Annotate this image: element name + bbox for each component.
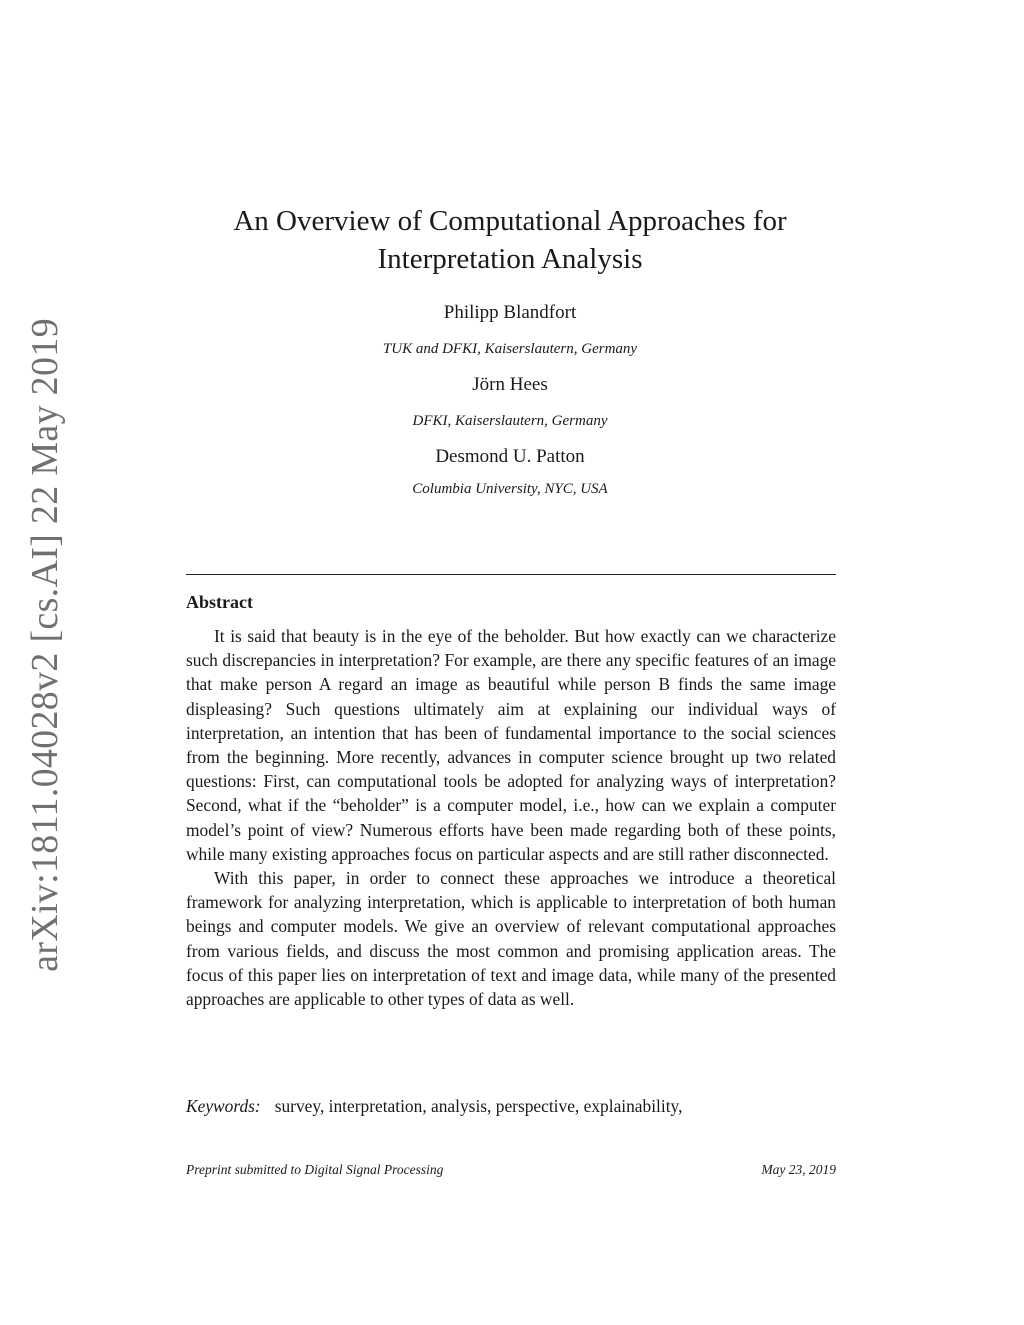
author-affiliation-1: TUK and DFKI, Kaiserslautern, Germany (382, 341, 638, 357)
keywords-text: survey, interpretation, analysis, perspective, explainability, (274, 1096, 683, 1116)
footer-date: May 23, 2019 (761, 1162, 836, 1177)
author-affiliation-3: Columbia University, NYC, USA (412, 481, 608, 497)
abstract-heading: Abstract (186, 592, 253, 612)
arxiv-identifier-watermark: arXiv:1811.04028v2 [cs.AI] 22 May 2019 (24, 318, 66, 972)
author-name-2: Jörn Hees (472, 374, 548, 395)
abstract-paragraph-1: It is said that beauty is in the eye of the beholder. But how exactly can we characterize such discrepancies in interpretation? For example, are there any specific features of an image that make person A regard an image as beautiful while person B finds the same image displeasing? Such questions ultimately aim at explaining our individual ways of interpretation, an intention that has been of fundamental importance to the social sciences from the beginning. More recently, advances in computer science brought up two related questions: First, can computational tools be adopted for analyzing ways of interpretation? Second, what if the “beholder” is a computer model, i.e., how can we explain a computer model’s point of view? Numerous efforts have been made regarding both of these points, while many existing approaches focus on particular aspects and are still rather disconnected. (186, 626, 836, 864)
abstract-top-rule (186, 574, 836, 575)
abstract-body (186, 624, 836, 1011)
paper-title (180, 202, 840, 278)
paper-title-line-2: Interpretation Analysis (377, 243, 643, 275)
author-affiliation-2: DFKI, Kaiserslautern, Germany (412, 413, 608, 429)
abstract-paragraph-2: With this paper, in order to connect these approaches we introduce a theoretical framework for analyzing interpretation, which is applicable to interpretation of both human beings and computer models. We give an overview of relevant computational approaches from various fields, and discuss the most common and promising application areas. The focus of this paper lies on interpretation of text and image data, while many of the presented approaches are applicable to other types of data as well. (186, 868, 836, 1010)
footer-preprint-note: Preprint submitted to Digital Signal Processing (186, 1162, 444, 1177)
paper-title-line-1: An Overview of Computational Approaches for (233, 205, 787, 237)
keywords-label: Keywords: (186, 1096, 261, 1116)
author-name-3: Desmond U. Patton (435, 446, 585, 467)
keywords-line (186, 1096, 836, 1117)
author-name-1: Philipp Blandfort (443, 302, 577, 323)
